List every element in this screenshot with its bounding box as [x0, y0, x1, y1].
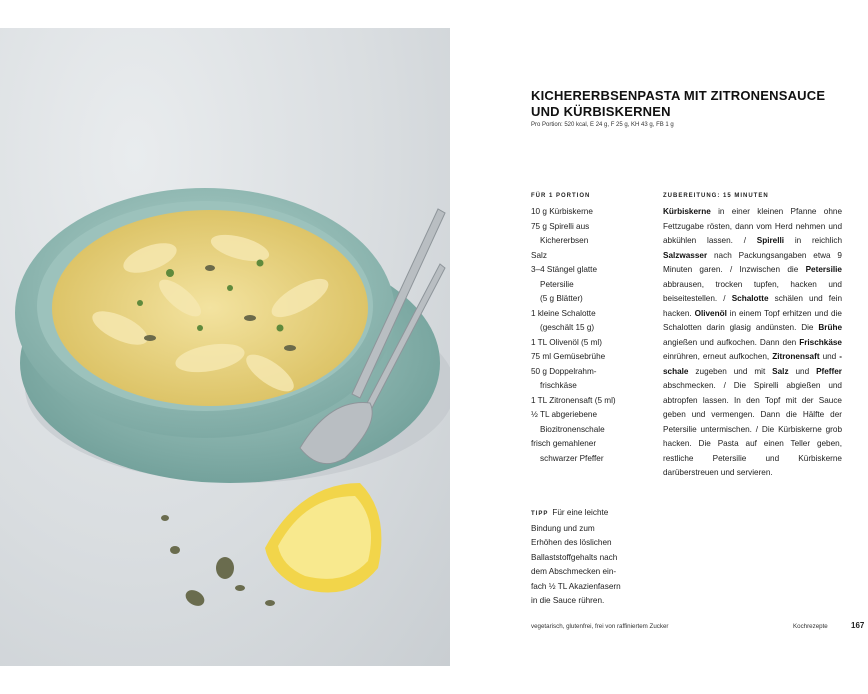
ingredient-item: Kichererbsen	[540, 236, 589, 245]
tip-label: TIPP	[531, 511, 549, 517]
highlighted-ingredient: Olivenöl	[694, 308, 727, 318]
ingredient-item: 1 TL Zitronensaft (5 ml)	[531, 395, 616, 405]
ingredients-list	[531, 205, 651, 466]
tip-line	[531, 536, 651, 551]
ingredient-item: 75 ml Gemüsebrühe	[531, 352, 606, 361]
ingredient-item: Salz	[531, 250, 547, 260]
highlighted-ingredient: Salz	[772, 366, 789, 376]
highlighted-ingredient: -schale	[663, 352, 842, 376]
tip-line-text: in die Sauce rühren.	[531, 596, 605, 605]
tip-line-text: Ballaststoffgehalts nach	[531, 552, 618, 562]
ingredient-item: schwarzer Pfeffer	[540, 453, 604, 463]
highlighted-ingredient: Frischkäse	[799, 337, 842, 347]
ingredient-item: 10 g Kürbiskerne	[531, 207, 593, 216]
footer-section-name: Kochrezepte	[793, 623, 828, 630]
preparation-segment: einrühren, erneut aufkochen,	[663, 352, 773, 361]
preparation-segment: abbrausen, trocken tupfen, hacken und beiseitestellen. /	[663, 279, 842, 303]
preparation-text	[663, 205, 842, 481]
ingredient-item: Biozitronenschale	[540, 424, 605, 434]
ingredient-item: Petersilie	[540, 279, 574, 289]
highlighted-ingredient: Schalotte	[731, 294, 769, 303]
recipe-title-line-2: UND KÜRBISKERNEN	[531, 104, 671, 119]
tip-line-text: dem Abschmecken ein-	[531, 567, 617, 576]
ingredient-item: 50 g Doppelrahm-	[531, 366, 597, 376]
tip-line	[531, 551, 651, 566]
preparation-segment: abschmecken. / Die Spirelli abgießen und abtropfen lassen. In den Topf mit der Sauce geben und vermengen. Dann die Hälfte der Petersilie untermischen. / Die Kürbiskerne grob hacken. Die Pasta auf einen Teller geben, restliche Petersilie und Kürbiskerne darüberstreuen und servieren.	[663, 381, 842, 477]
preparation-section	[663, 193, 842, 481]
preparation-segment: angießen und aufkochen. Dann den	[663, 337, 800, 347]
tip-line-text: fach ½ TL Akazienfasern	[531, 581, 621, 591]
highlighted-ingredient: Brühe	[818, 323, 842, 332]
tip-box	[531, 506, 651, 609]
pasta	[52, 210, 368, 406]
preparation-segment: in einem Topf erhitzen und die Schalotten darin glasig andünsten. Die	[663, 308, 842, 332]
food-photo	[0, 28, 450, 666]
preparation-segment: in reichlich	[784, 236, 842, 245]
tip-line	[531, 506, 651, 522]
tip-text	[531, 506, 651, 609]
tip-line-text: Für eine leichte	[552, 508, 609, 517]
preparation-segment: und	[819, 352, 840, 361]
recipe-title	[531, 88, 831, 120]
highlighted-ingredient: Spirelli	[756, 236, 785, 245]
highlighted-ingredient: Petersilie	[805, 265, 842, 274]
ingredient-item: 3–4 Stängel glatte	[531, 265, 598, 274]
footer-tags: vegetarisch, glutenfrei, frei von raffiniertem Zucker	[531, 623, 669, 630]
ingredient-item: frisch gemahlener	[531, 439, 597, 448]
tip-line-text: Bindung und zum	[531, 523, 595, 533]
tip-line	[531, 565, 651, 580]
recipe-title-line-1: KICHERERBSENPASTA MIT ZITRONENSAUCE	[531, 88, 826, 103]
ingredient-item: (geschält 15 g)	[540, 323, 595, 332]
highlighted-ingredient: Kürbiskerne	[663, 207, 711, 216]
tip-line-text: Erhöhen des löslichen	[531, 538, 612, 547]
preparation-segment: nach Packungsangaben etwa 9 Minuten garen. / Inzwischen die	[663, 250, 842, 274]
preparation-segment: schälen und fein hacken.	[663, 294, 842, 318]
preparation-segment: zugeben und mit	[688, 366, 773, 376]
ingredients-heading: FÜR 1 PORTION	[531, 193, 591, 199]
page-number: 167	[851, 621, 865, 630]
preparation-heading: ZUBEREITUNG: 15 MINUTEN	[663, 193, 769, 199]
ingredients-section	[531, 193, 651, 466]
pasta-dish-illustration	[0, 28, 450, 666]
preparation-segment: in einer kleinen Pfanne ohne Fettzugabe rösten, dann vom Herd nehmen und abkühlen lassen. /	[663, 207, 842, 245]
highlighted-ingredient: Pfeffer	[816, 366, 842, 376]
preparation-segment: und	[788, 366, 817, 376]
ingredient-item: ½ TL abgeriebene	[531, 410, 598, 419]
highlighted-ingredient: Salzwasser	[663, 250, 708, 260]
ingredient-item: 75 g Spirelli aus	[531, 221, 590, 231]
ingredient-item: 1 TL Olivenöl (5 ml)	[531, 337, 602, 347]
ingredient-item: frischkäse	[540, 381, 577, 390]
highlighted-ingredient: Zitronensaft	[772, 352, 820, 361]
nutrition-info: Pro Portion: 520 kcal, E 24 g, F 25 g, KH 43 g, FB 1 g	[531, 122, 674, 128]
ingredient-item: (5 g Blätter)	[540, 294, 583, 303]
ingredient-item: 1 kleine Schalotte	[531, 308, 596, 318]
tip-line	[531, 594, 651, 609]
tip-line	[531, 580, 651, 595]
lemon-half	[265, 483, 381, 593]
tip-line	[531, 522, 651, 537]
